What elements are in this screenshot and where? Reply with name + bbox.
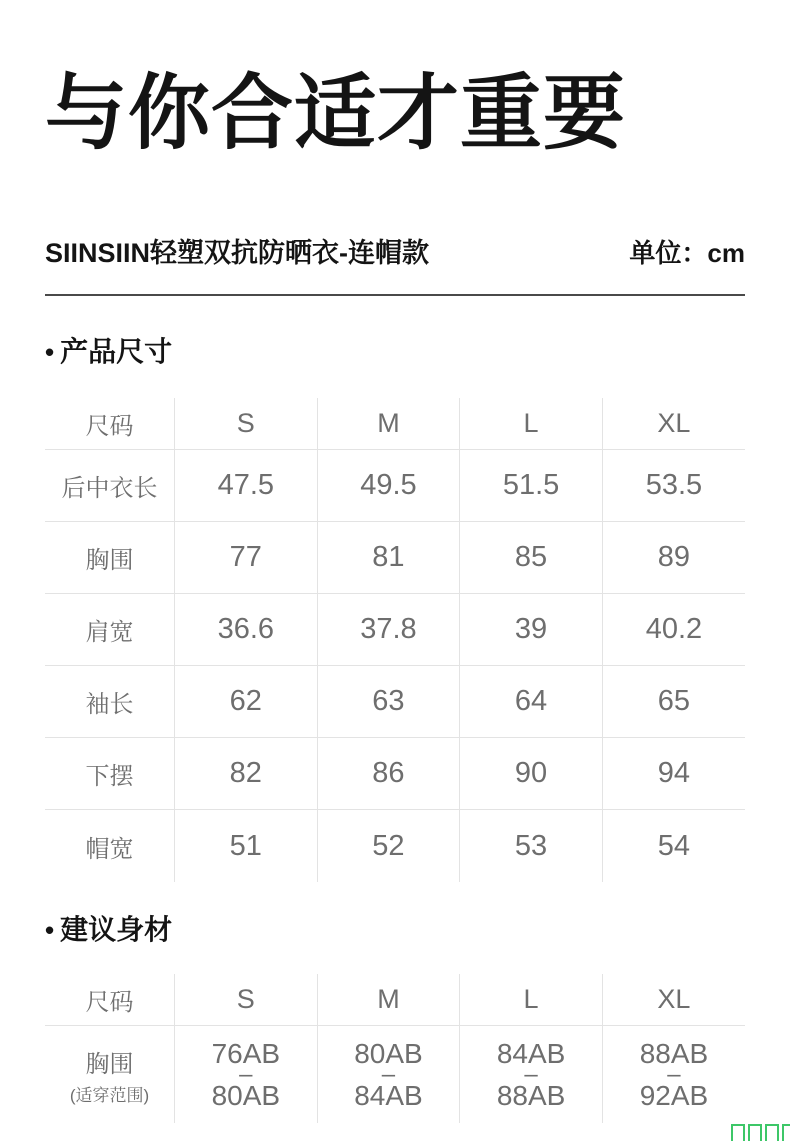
cell-value: 77 (175, 522, 318, 594)
tofu-box-icon (765, 1124, 779, 1141)
page-title: 与你合适才重要 (45, 68, 627, 159)
cell-value: 85 (460, 522, 603, 594)
column-header-l: L (460, 974, 603, 1026)
range-separator: – (524, 1061, 538, 1089)
range-to: 88AB (496, 1080, 566, 1112)
cell-value: 47.5 (175, 450, 318, 522)
range-to: 92AB (639, 1080, 709, 1112)
cell-value: 94 (602, 738, 745, 810)
cell-value: 39 (460, 594, 603, 666)
divider-line (45, 294, 745, 296)
subtitle-row (45, 231, 745, 270)
cell-value: 51 (175, 810, 318, 882)
range-to: 80AB (211, 1080, 281, 1112)
column-header-l: L (460, 398, 603, 450)
range-from: 88AB (639, 1037, 709, 1069)
bullet-dot-icon: • (45, 914, 55, 945)
bullet-dot-icon: • (45, 336, 55, 367)
cell-value: 36.6 (175, 594, 318, 666)
table-header-row (45, 398, 745, 450)
table-header-row (45, 974, 745, 1026)
column-header-s: S (175, 974, 318, 1026)
watermark-glyph-boxes (731, 1124, 790, 1141)
range-to: 84AB (354, 1080, 423, 1112)
table-row (45, 738, 745, 810)
tofu-box-icon (782, 1124, 790, 1141)
cell-value: 65 (602, 666, 745, 738)
cell-value: 53 (460, 810, 603, 882)
cell-value: 40.2 (602, 594, 745, 666)
cell-value: 86 (317, 738, 460, 810)
table-row (45, 666, 745, 738)
column-header-xl: XL (602, 974, 745, 1026)
row-label-main: 胸围 (85, 1050, 134, 1078)
table-row (45, 1026, 745, 1123)
column-header-xl: XL (602, 398, 745, 450)
row-label: 袖长 (45, 666, 175, 738)
cell-range-value (460, 1026, 603, 1123)
row-label: 肩宽 (45, 594, 175, 666)
column-header-size: 尺码 (85, 413, 134, 441)
cell-value: 53.5 (602, 450, 745, 522)
cell-range-value (175, 1026, 318, 1123)
column-header-m: M (317, 974, 460, 1026)
row-label: 下摆 (45, 738, 175, 810)
range-from: 76AB (211, 1037, 281, 1069)
cell-value: 63 (317, 666, 460, 738)
table-row (45, 594, 745, 666)
tofu-box-icon (748, 1124, 762, 1141)
suggested-body-table (45, 974, 745, 1123)
range-separator: – (239, 1061, 253, 1089)
cell-value: 54 (602, 810, 745, 882)
range-separator: – (381, 1061, 396, 1089)
tofu-box-icon (731, 1124, 745, 1141)
cell-value: 37.8 (317, 594, 460, 666)
cell-value: 64 (460, 666, 603, 738)
unit-label: 单位：cm (629, 237, 745, 268)
range-from: 84AB (496, 1037, 566, 1069)
column-header-size: 尺码 (85, 989, 134, 1017)
range-from: 80AB (354, 1037, 423, 1069)
row-label: 胸围 (45, 522, 175, 594)
cell-value: 52 (317, 810, 460, 882)
cell-value: 89 (602, 522, 745, 594)
column-header-m: M (317, 398, 460, 450)
cell-range-value (602, 1026, 745, 1123)
section-heading-label: 建议身材 (60, 913, 173, 945)
cell-range-value (317, 1026, 460, 1123)
cell-value: 49.5 (317, 450, 460, 522)
table-row (45, 450, 745, 522)
product-name: SIINSIIN轻塑双抗防晒衣-连帽款 (45, 237, 430, 268)
cell-value: 82 (175, 738, 318, 810)
product-size-table (45, 398, 745, 882)
range-separator: – (667, 1061, 681, 1089)
row-label (45, 1026, 175, 1123)
table-row (45, 522, 745, 594)
cell-value: 62 (175, 666, 318, 738)
section-heading-label: 产品尺寸 (60, 335, 173, 367)
cell-value: 90 (460, 738, 603, 810)
row-label: 后中衣长 (45, 450, 175, 522)
section-heading-product-size (45, 330, 745, 370)
section-heading-suggested-body (45, 908, 745, 948)
table-row (45, 810, 745, 882)
cell-value: 81 (317, 522, 460, 594)
row-sublabel: (适穿范围) (69, 1085, 150, 1105)
column-header-s: S (175, 398, 318, 450)
cell-value: 51.5 (460, 450, 603, 522)
row-label: 帽宽 (45, 810, 175, 882)
